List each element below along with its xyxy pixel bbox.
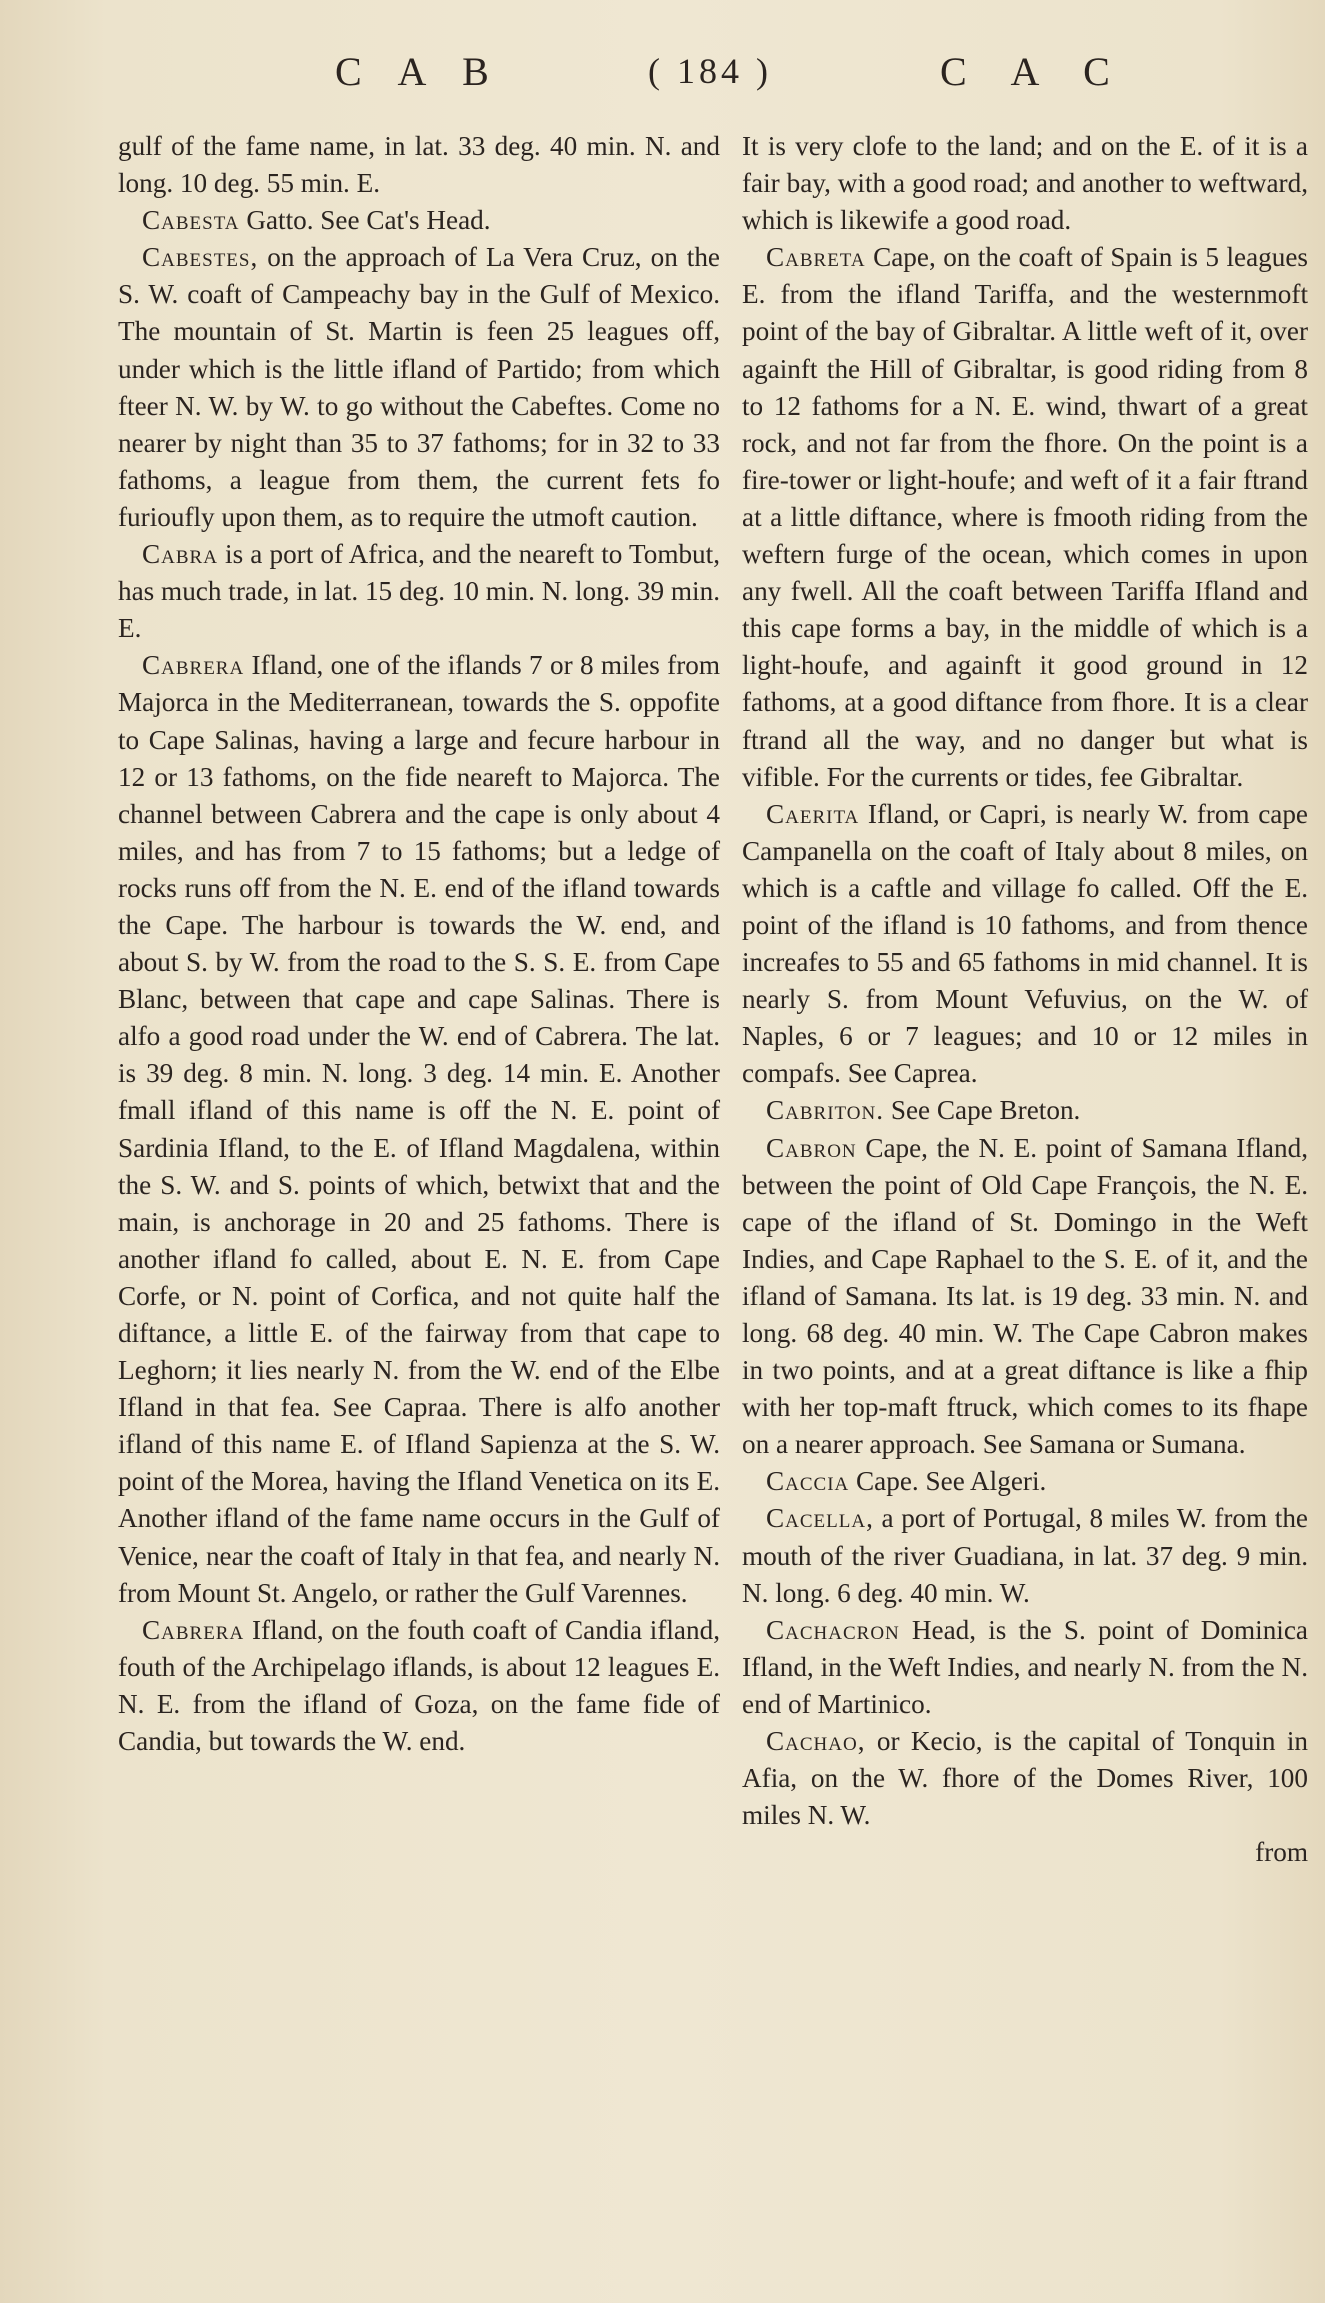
running-head-left: C A B [335, 49, 503, 94]
entry-text: Cape. See Algeri. [849, 1466, 1047, 1497]
entry-paragraph [118, 1612, 720, 1760]
entry-text: Gatto. See Cat's Head. [239, 205, 491, 236]
entry-text: a port of Portugal, 8 miles W. from the mouth of the river Guadiana, in lat. 37 deg. 9 min. N. long. 6 deg. 40 min. W. [742, 1503, 1308, 1608]
entry-headword: Caccia [766, 1466, 850, 1497]
entry-paragraph [118, 647, 720, 1611]
left-column [118, 128, 720, 1760]
entry-headword: Caerita [766, 798, 860, 829]
entry-paragraph [742, 1723, 1308, 1834]
page-number: ( 184 ) [648, 51, 772, 91]
entry-text: on the approach of La Vera Cruz, on the S. W. coaft of Campeachy bay in the Gulf of Mexico. The mountain of St. Martin is feen 25 leagues off, under which is the little ifland of Partido; from which fteer N. W. by W. to go without the Cabeftes. Come no nearer by night than 35 to 37 fathoms; for in 32 to 33 fathoms, a league from them, the current fets fo furioufly upon them, as to require the utmoft caution. [118, 242, 720, 532]
entry-text: Cape, the N. E. point of Samana Ifland, between the point of Old Cape François, the N. E. cape of the ifland of St. Domingo in the Weft Indies, and Cape Raphael to the S. E. of it, and the ifland of Samana. Its lat. is 19 deg. 33 min. N. and long. 68 deg. 40 min. W. The Cape Cabron makes in two points, and at a great diftance is like a fhip with her top-maft ftruck, which comes to its fhape on a nearer approach. See Samana or Sumana. [742, 1132, 1308, 1460]
entry-text: Head, is the S. point of Dominica Ifland, in the Weft Indies, and nearly N. from the N. end of Martinico. [742, 1614, 1308, 1719]
entry-text: Ifland, one of the iflands 7 or 8 miles from Majorca in the Mediterranean, towards the S. oppofite to Cape Salinas, having a large and fecure harbour in 12 or 13 fathoms, on the fide neareft to Majorca. The channel between Cabrera and the cape is only about 4 miles, and has from 7 to 15 fathoms; but a ledge of rocks runs off from the N. E. end of the ifland towards the Cape. The harbour is towards the W. end, and about S. by W. from the road to the S. S. E. from Cape Blanc, between that cape and cape Salinas. There is alfo a good road under the W. end of Cabrera. The lat. is 39 deg. 8 min. N. long. 3 deg. 14 min. E. Another fmall ifland of this name is off the N. E. point of Sardinia Ifland, to the E. of Ifland Magdalena, within the S. W. and S. points of which, betwixt that and the main, is anchorage in 20 and 25 fathoms. There is another ifland fo called, about E. N. E. from Cape Corfe, or N. point of Corfica, and not quite half the diftance, a little E. of the fairway from that cape to Leghorn; it lies nearly N. from the W. end of the Elbe Ifland in that fea. See Capraa. There is alfo another ifland of this name E. of Ifland Sapienza at the S. W. point of the Morea, having the Ifland Venetica on its E. Another ifland of the fame name occurs in the Gulf of Venice, near the coaft of Italy in that fea, and nearly N. from Mount St. Angelo, or rather the Gulf Varennes. [118, 650, 720, 1608]
entry-paragraph [742, 239, 1308, 795]
entry-headword: Cabriton. [766, 1095, 885, 1126]
entry-text: gulf of the fame name, in lat. 33 deg. 40 min. N. and long. 10 deg. 55 min. E. [118, 131, 720, 199]
entry-paragraph [118, 128, 720, 202]
entry-headword: Cabrera [142, 1614, 245, 1645]
running-head [0, 48, 1325, 108]
entry-paragraph [742, 1500, 1308, 1611]
running-head-right: C A C [940, 49, 1128, 94]
entry-paragraph [742, 1130, 1308, 1464]
entry-text: Cape, on the coaft of Spain is 5 leagues E. from the ifland Tariffa, and the westernmoft point of the bay of Gibraltar. A little weft of it, over againft the Hill of Gibraltar, is good riding from 8 to 12 fathoms for a N. E. wind, thwart of a great rock, and not far from the fhore. On the point is a fire-tower or light-houfe; and weft of it a fair ftrand at a little diftance, where is fmooth riding from the weftern furge of the ocean, which comes in upon any fwell. All the coaft between Tariffa Ifland and this cape forms a bay, in the middle of which is a light-houfe, and againft it good ground in 12 fathoms, at a good diftance from fhore. It is a clear ftrand all the way, and no danger but what is vifible. For the currents or tides, fee Gibraltar. [742, 242, 1308, 792]
entry-paragraph [118, 202, 720, 239]
right-column [742, 128, 1308, 1871]
entry-headword: Cabra [142, 539, 218, 570]
entry-paragraph [742, 1612, 1308, 1723]
entry-headword: Cabestes, [142, 242, 259, 273]
entry-text: or Kecio, is the capital of Tonquin in Afia, on the W. fhore of the Domes River, 100 miles N. W. [742, 1726, 1308, 1831]
entry-paragraph [118, 239, 720, 536]
entry-text: Ifland, or Capri, is nearly W. from cape Campanella on the coaft of Italy about 8 miles, on which is a caftle and village fo called. Off the E. point of the ifland is 10 fathoms, and from thence increafes to 55 and 65 fathoms in mid channel. It is nearly S. from Mount Vefuvius, on the W. of Naples, 6 or 7 leagues; and 10 or 12 miles in compafs. See Caprea. [742, 798, 1308, 1089]
entry-text: See Cape Breton. [884, 1095, 1081, 1126]
entry-paragraph [742, 1463, 1308, 1500]
entry-text: is a port of Africa, and the neareft to Tombut, has much trade, in lat. 15 deg. 10 min. N. long. 39 min. E. [118, 539, 720, 644]
entry-text: It is very clofe to the land; and on the E. of it is a fair bay, with a good road; and another to weftward, which is likewife a good road. [742, 131, 1308, 236]
entry-text: Ifland, on the fouth coaft of Candia ifland, fouth of the Archipelago iflands, is about 12 leagues E. N. E. from the ifland of Goza, on the fame fide of Candia, but towards the W. end. [118, 1614, 720, 1757]
entry-paragraph [742, 128, 1308, 239]
entry-headword: Cabreta [766, 242, 866, 273]
entry-headword: Cachao, [766, 1726, 866, 1757]
entry-headword: Cabesta [142, 205, 240, 236]
catchword: from [1255, 1837, 1308, 1868]
entry-paragraph [742, 796, 1308, 1093]
entry-headword: Cabrera [142, 650, 245, 681]
entry-paragraph [742, 1092, 1308, 1129]
entry-headword: Cachacron [766, 1614, 900, 1645]
entry-headword: Cacella, [766, 1503, 874, 1534]
entry-headword: Cabron [766, 1132, 857, 1163]
entry-paragraph [118, 536, 720, 647]
